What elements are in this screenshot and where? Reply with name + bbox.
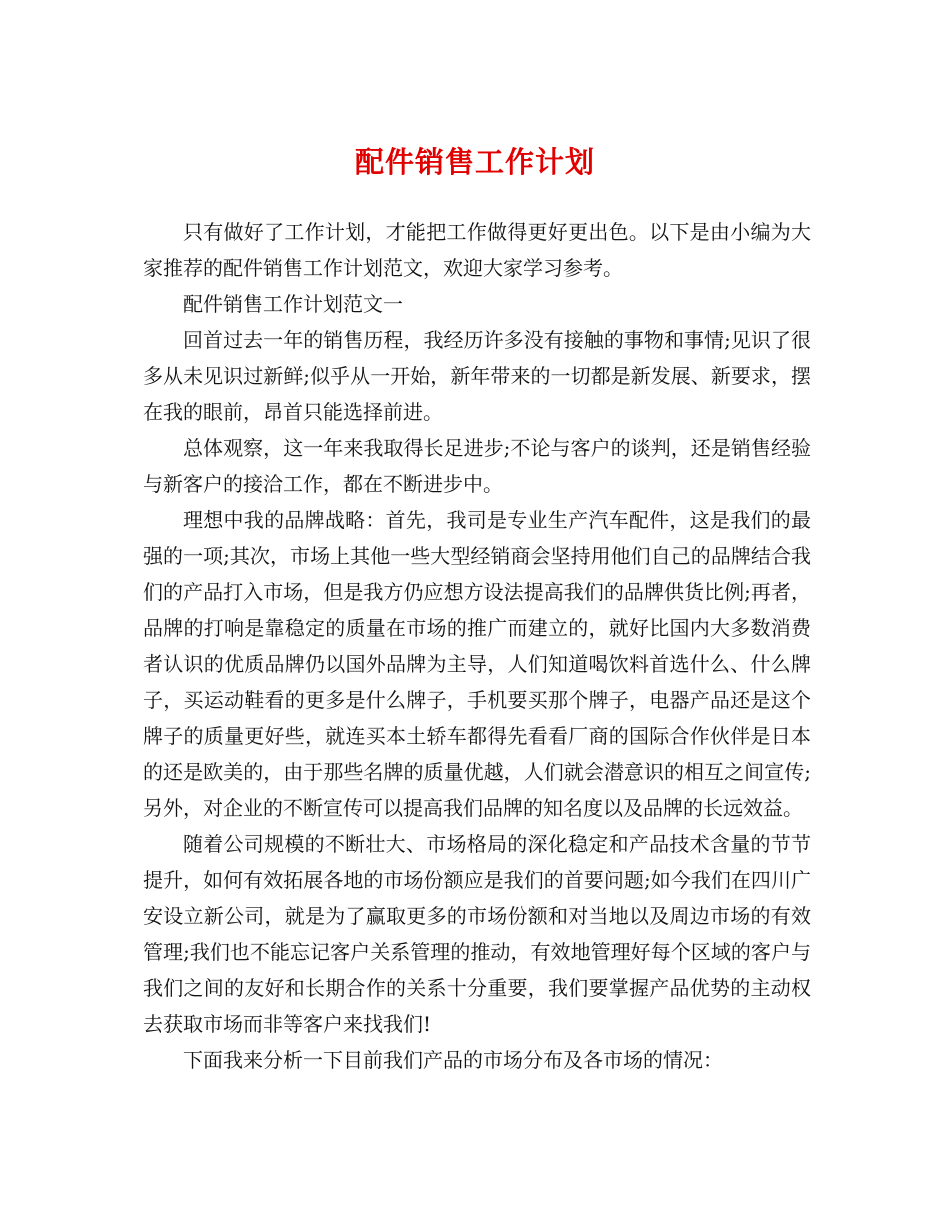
paragraph-intro: 只有做好了工作计划，才能把工作做得更好更出色。以下是由小编为大家推荐的配件销售工作计划范文，欢迎大家学习参考。 — [143, 220, 811, 280]
paragraph-market-analysis: 下面我来分析一下目前我们产品的市场分布及各市场的情况： — [183, 1048, 723, 1072]
paragraph-review: 回首过去一年的销售历程，我经历许多没有接触的事物和事情;见识了很多从未见识过新鲜;似乎从一开始，新年带来的一切都是新发展、新要求，摆在我的眼前，昂首只能选择前进。 — [143, 328, 811, 424]
document-body — [143, 214, 811, 1078]
paragraph-market-expansion: 随着公司规模的不断壮大、市场格局的深化稳定和产品技术含量的节节提升，如何有效拓展各地的市场份额应是我们的首要问题;如今我们在四川广安设立新公司，就是为了赢取更多的市场份额和对当地以及周边市场的有效管理;我们也不能忘记客户关系管理的推动，有效地管理好每个区域的客户与我们之间的友好和长期合作的关系十分重要，我们要掌握产品优势的主动权去获取市场而非等客户来找我们! — [143, 832, 811, 1036]
document-title: 配件销售工作计划 — [354, 145, 595, 179]
paragraph-brand-strategy: 理想中我的品牌战略：首先，我司是专业生产汽车配件，这是我们的最强的一项;其次，市场上其他一些大型经销商会坚持用他们自己的品牌结合我们的产品打入市场，但是我方仍应想方设法提高我们的品牌供货比例;再者，品牌的打响是靠稳定的质量在市场的推广而建立的，就好比国内大多数消费者认识的优质品牌仍以国外品牌为主导，人们知道喝饮料首选什么、什么牌子，买运动鞋看的更多是什么牌子，手机要买那个牌子，电器产品还是这个牌子的质量更好些，就连买本土轿车都得先看看厂商的国际合作伙伴是日本的还是欧美的，由于那些名牌的质量优越，人们就会潜意识的相互之间宣传;另外，对企业的不断宣传可以提高我们品牌的知名度以及品牌的长远效益。 — [143, 508, 811, 820]
paragraph-overview: 总体观察，这一年来我取得长足进步;不论与客户的谈判，还是销售经验与新客户的接洽工作，都在不断进步中。 — [143, 436, 811, 496]
paragraph-section-heading: 配件销售工作计划范文一 — [183, 292, 403, 316]
